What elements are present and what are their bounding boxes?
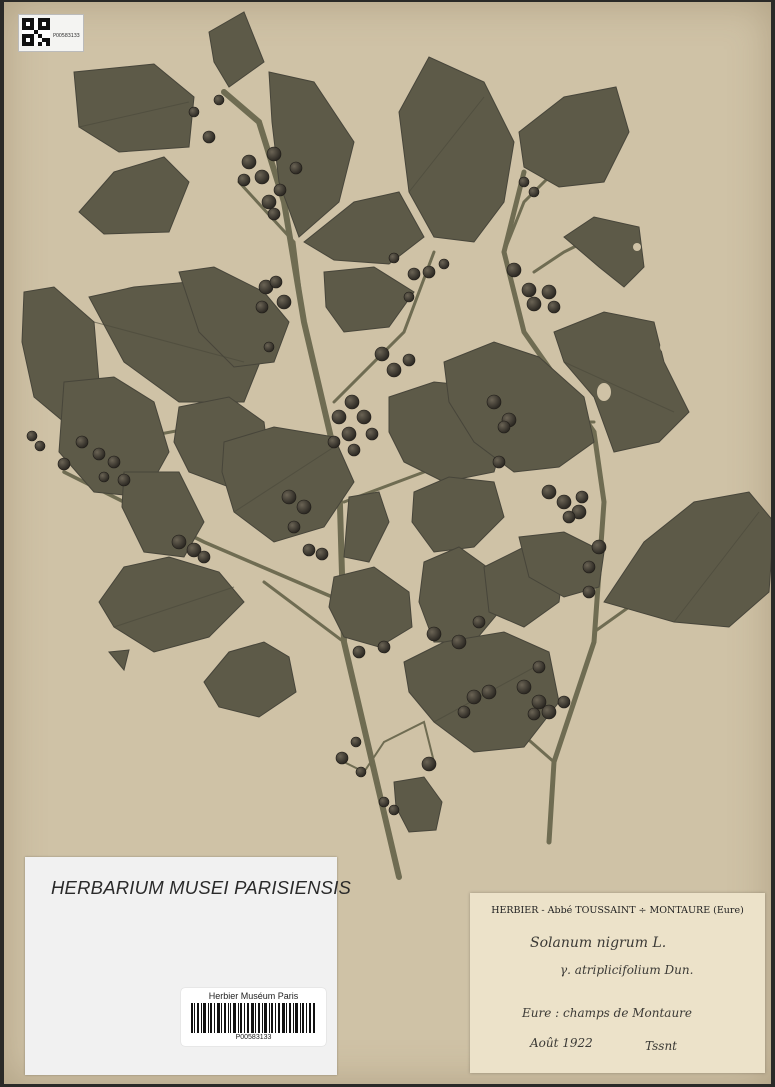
museum-label — [25, 857, 352, 1075]
qr-code-icon — [22, 18, 50, 46]
collection-date: Août 1922 — [530, 1036, 593, 1050]
museum-label-title: HERBARIUM MUSEI PARISIENSIS — [51, 877, 352, 898]
barcode-icon — [191, 1003, 316, 1033]
qr-code-id: P00583133 — [53, 33, 80, 39]
barcode-sticker — [181, 988, 326, 1046]
herbier-collector-label — [470, 893, 765, 1073]
herbarium-sheet — [4, 2, 771, 1084]
herbier-label-header: HERBIER - Abbé TOUSSAINT ÷ MONTAURE (Eure) — [491, 905, 744, 916]
taxon-name: Solanum nigrum L. — [530, 935, 667, 951]
collection-locality: Eure : champs de Montaure — [522, 1006, 693, 1020]
barcode-header: Herbier Muséum Paris — [208, 991, 299, 1001]
specimen-qr-tag — [18, 14, 84, 52]
barcode-number: P00583133 — [235, 1034, 272, 1041]
taxon-variety: γ. atriplicifolium Dun. — [560, 963, 694, 977]
collector-signature: Tssnt — [645, 1039, 677, 1053]
plant-leaves — [22, 12, 771, 832]
